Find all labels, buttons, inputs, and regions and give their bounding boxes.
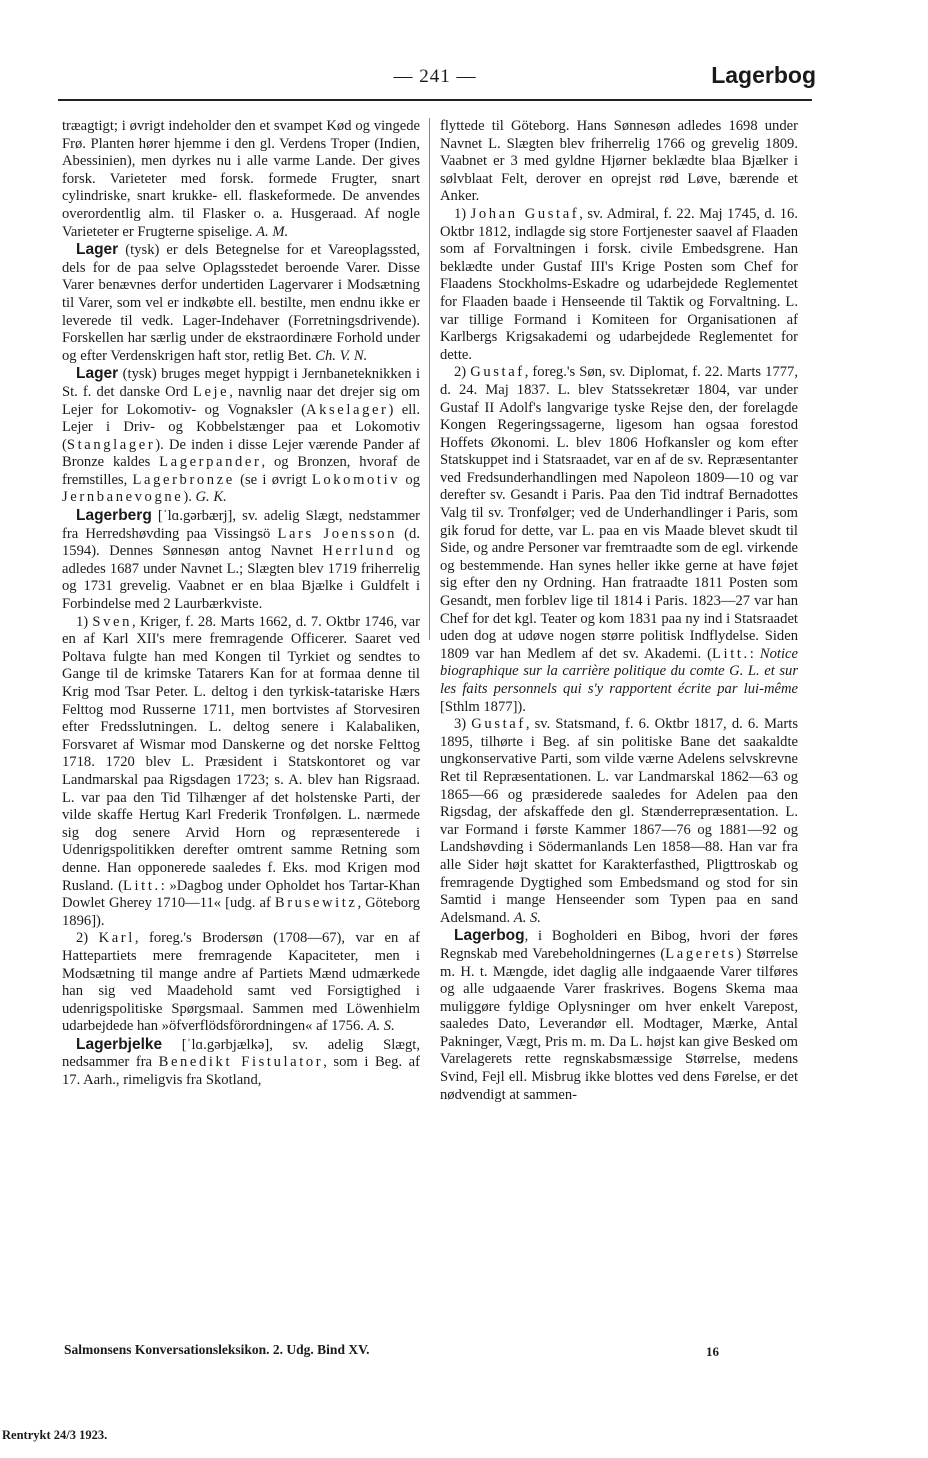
column-divider — [429, 118, 430, 640]
entry-lagerbjelke: Lagerbjelke [ˈlɑ.gərbjælkə], sv. adelig Slægt, nedsammer fra Benedikt Fistulator, som i Beg. af 17. Aarh., rimeligvis fra Skotland, — [62, 1035, 421, 1089]
entry-lager-2: Lager (tysk) bruges meget hyppigt i Jernbaneteknikken i St. f. det danske Ord Leje, navnlig naar det drejer sig om Lejer for Lokomotiv- og Vognaksler (Akselager) ell. Lejer i Driv- og Kobbelstænger paa et Lokomotiv (Stanglager). De inden i disse Lejer værende Pander af Bronze kaldes Lagerpander, og Bronzen, hvoraf de fremstilles, Lagerbronze (se i øvrigt Lokomotiv og Jernbanevogne). G. K. — [62, 365, 420, 506]
author-signature: Ch. V. N. — [315, 347, 368, 364]
headword: Lager — [76, 365, 119, 383]
author-signature: A. S. — [513, 909, 541, 926]
entry-lagerberg: Lagerberg [ˈlɑ.gərbærj], sv. adelig Slægt, nedstammer fra Herredshøvding paa Vissingsö Lars Joensson (d. 1594). Dennes Sønnesøn antog Navnet Herrlund og adledes 1687 under Navnet L.; Slægten blev 1719 friherrelig og 1731 grevelig. Vaabnet er en blaa Bjælke i Guldfelt i Forbindelse med 2 Laurbærkviste. — [62, 507, 420, 613]
reprint-note: Rentrykt 24/3 1923. — [2, 1428, 108, 1442]
page-number: — 241 — — [393, 66, 477, 87]
subentry-sven: 1) Sven, Kriger, f. 28. Marts 1662, d. 7. Oktbr 1746, var en af Karl XII's mere fremragende Officerer. Saaret ved Poltava fulgte han med Kongen til Tyrkiet og sendtes to Gange til de krimske Tatarers Kan for at formaa denne til Krig mod Tsar Peter. L. deltog i den tyrkisk-tatariske Hærs Felttog mod Russerne 1711, men bortvistes af Storvesiren efter Fredsslutningen. L. deltog senere i Kalabaliken, Forsvaret af Wismar mod Danskerne og det norske Felttog 1718. 1720 blev L. Præsident i Statskontoret og var Landmarskal paa Rigsdagen 1723; s. A. blev han Rigsraad. L. var paa den Tid Tilhænger af det holstenske Parti, der vilde skaffe Hertug Karl Frederik Tronfølgen. L. nærmede sig dog senere Arvid Horn og repræsenterede i Udenrigspolitikken derefter omtrent samme Retning som denne. Han opponerede saaledes f. Eks. mod Krigen mod Rusland. (Litt.: »Dagbog under Opholdet hos Tartar-Khan Dowlet Gherey 1710—11« [udg. af Brusewitz, Göteborg 1896]). — [62, 613, 420, 929]
author-signature: A. S. — [367, 1018, 395, 1035]
entry-continuation: flyttede til Göteborg. Hans Sønnesøn adledes 1698 under Navnet L. Slægten blev friherrelig 1766 og grevelig 1809. Vaabnet er 3 med gyldne Hjørner beklædte blaa Bjælker i sølvblaat Felt, derover en oprejst rød Løve, bærende et Anker. — [440, 118, 798, 205]
headword: Lager — [76, 241, 119, 259]
header-rule — [58, 99, 812, 101]
entry-lagerbog: Lagerbog, i Bogholderi en Bibog, hvori der føres Regnskab med Varebeholdningernes (Lagerets) Størrelse m. H. t. Mængde, idet daglig alle indgaaende Varer tilføres og alle udgaaende Varer fraskrives. Bogens Skema maa muliggøre fyldige Oplysninger om hver enkelt Varepost, saaledes Dato, Leverandør ell. Modtager, Mærke, Antal Pakninger, Vægt, Pris m. m. Da L. højst kan give Besked om Varelagerets rette regnskabsmæssige Størrelse, medens Svind, Fejl ell. Misbrug ikke blottes ved dens Førelse, er det nødvendigt at sammen- — [440, 927, 798, 1103]
subentry-gustaf-diplomat: 2) Gustaf, foreg.'s Søn, sv. Diplomat, f. 22. Marts 1777, d. 24. Maj 1837. L. blev Statssekretær 1804, var under Gustaf II Adolf's langvarige tyske Rejse den, der forelagde Kongen Regeringssagerne, ligesom han ogsaa forestod Hoffets Økonomi. L. blev 1806 Hofkansler og kom efter Statskuppet ind i Statsraadet, var en af de sv. Repræsentanter ved Fredsunderhandlingen med Napoleon 1809—10 og var derefter sv. Gesandt i Paris. Paa den Tid indtraf Bernadottes Valg til sv. Tronfølger; ved de Underhandlinger i Paris, som gik forud for dette, var L. paa en vis Maade blevet skudt til Side, og andre Personer var fremtraadte som de egl. virkende og bestemmende. Han synes heller ikke gerne at have føjet sig efter den ny Ordning. Han fratraadte 1811 Posten som Gesandt, men forblev lige til 1814 i Paris. 1823—27 var han Chef for det kgl. Teater og kom 1831 paa ny ind i Statsraadet uden dog at udøve nogen større politisk Indflydelse. Siden 1809 var han Medlem af det sv. Akademi. (Litt.: Notice biographique sur la carrière politique du comte G. L. et sur les faits personnels qui s'y rapportent écrite par lui-même [Sthlm 1877]). — [440, 364, 798, 715]
subentry-karl: 2) Karl, foreg.'s Brodersøn (1708—67), var en af Hattepartiets mere fremragende Kapaciteter, men i Modsætning til mange andre af Partiets Mænd udmærkede han sig ved Maadehold samt ved Forsigtighed i udenrigspolitiske Spørgsmaal. Sammen med Löwenhielm udarbejdede han »öfverflödsförordningen« af 1756. A. S. — [62, 930, 420, 1035]
author-signature: G. K. — [195, 489, 227, 506]
subentry-gustaf-statesman: 3) Gustaf, sv. Statsmand, f. 6. Oktbr 1817, d. 6. Marts 1895, tilhørte i Beg. af sin politiske Bane det saakaldte ungkonservative Parti, som vilde værne Adelens selvskrevne Ret til Repræsentationen. L. var Landmarskal 1862—63 og 1865—66 og præsiderede saaledes for Adelen paa den Rigsdag, der afskaffede den gl. Stænderrepræsentation. L. var Formand i første Kammer 1867—76 og 1881—92 og Landshøvding i Södermanlands Len 1858—88. Han var fra alle Sider højt skattet for Karakterfasthed, Pligttroskab og fremragende Dygtighed som Embedsmand og stod for sin Samtid i mange Henseender som Typen paa en sand Adelsmand. A. S. — [440, 716, 799, 926]
headword: Lagerberg — [76, 507, 152, 525]
right-column — [440, 118, 798, 1104]
left-column — [62, 118, 420, 1090]
entry-continuation: træagtigt; i øvrigt indeholder den et svampet Kød og vingede Frø. Planten hører hjemme i den gl. Verdens Troper (Indien, Abessinien), men dyrkes nu i alle varme Lande. Der gives forsk. Varieteter med forsk. formede Frugter, snart cylindriske, snart krukke- ell. flaskeformede. De anvendes overordentlig alm. til Flasker o. a. Husgeraad. Af nogle Varieteter er Frugterne spiselige. A. M. — [62, 118, 420, 240]
subentry-johan-gustaf: 1) Johan Gustaf, sv. Admiral, f. 22. Maj 1745, d. 16. Oktbr 1812, indlagde sig store Fortjenester saavel af Flaaden som af Forvaltningen i forsk. civile Embedsgrene. Han beklædte under Gustaf III's Krige Posten som Chef for Flaadens Stockholms-Eskadre og udarbejdede Reglementet for Flaaden baade i Henseende til Taktik og Forvaltning. L. var tillige Formand i Komiteen for Organisationen af Karlbergs Krigsakademi og udarbejdede Reglementet for dette. — [440, 205, 798, 363]
running-head: Lagerbog — [711, 62, 816, 88]
author-signature: A. M. — [256, 223, 289, 240]
headword: Lagerbog — [454, 927, 525, 945]
publication-footer: Salmonsens Konversationsleksikon. 2. Udg. Bind XV. — [64, 1342, 370, 1357]
entry-lager: Lager (tysk) er dels Betegnelse for et Vareoplagssted, dels for de paa selve Oplagsstedet beroende Varer. Disse Varer benævnes derfor undertiden Lagervarer i Modsætning til Varer, som vel er indkøbte ell. bestilte, men endnu ikke er leverede til vedk. Lager-Indehaver (Forretningsdrivende). Forskellen har særlig under de ekstraordinære Forhold under og efter Verdenskrigen haft stor, retlig Bet. Ch. V. N. — [62, 241, 420, 364]
headword: Lagerbjelke — [76, 1035, 163, 1053]
signature-mark: 16 — [706, 1344, 719, 1359]
